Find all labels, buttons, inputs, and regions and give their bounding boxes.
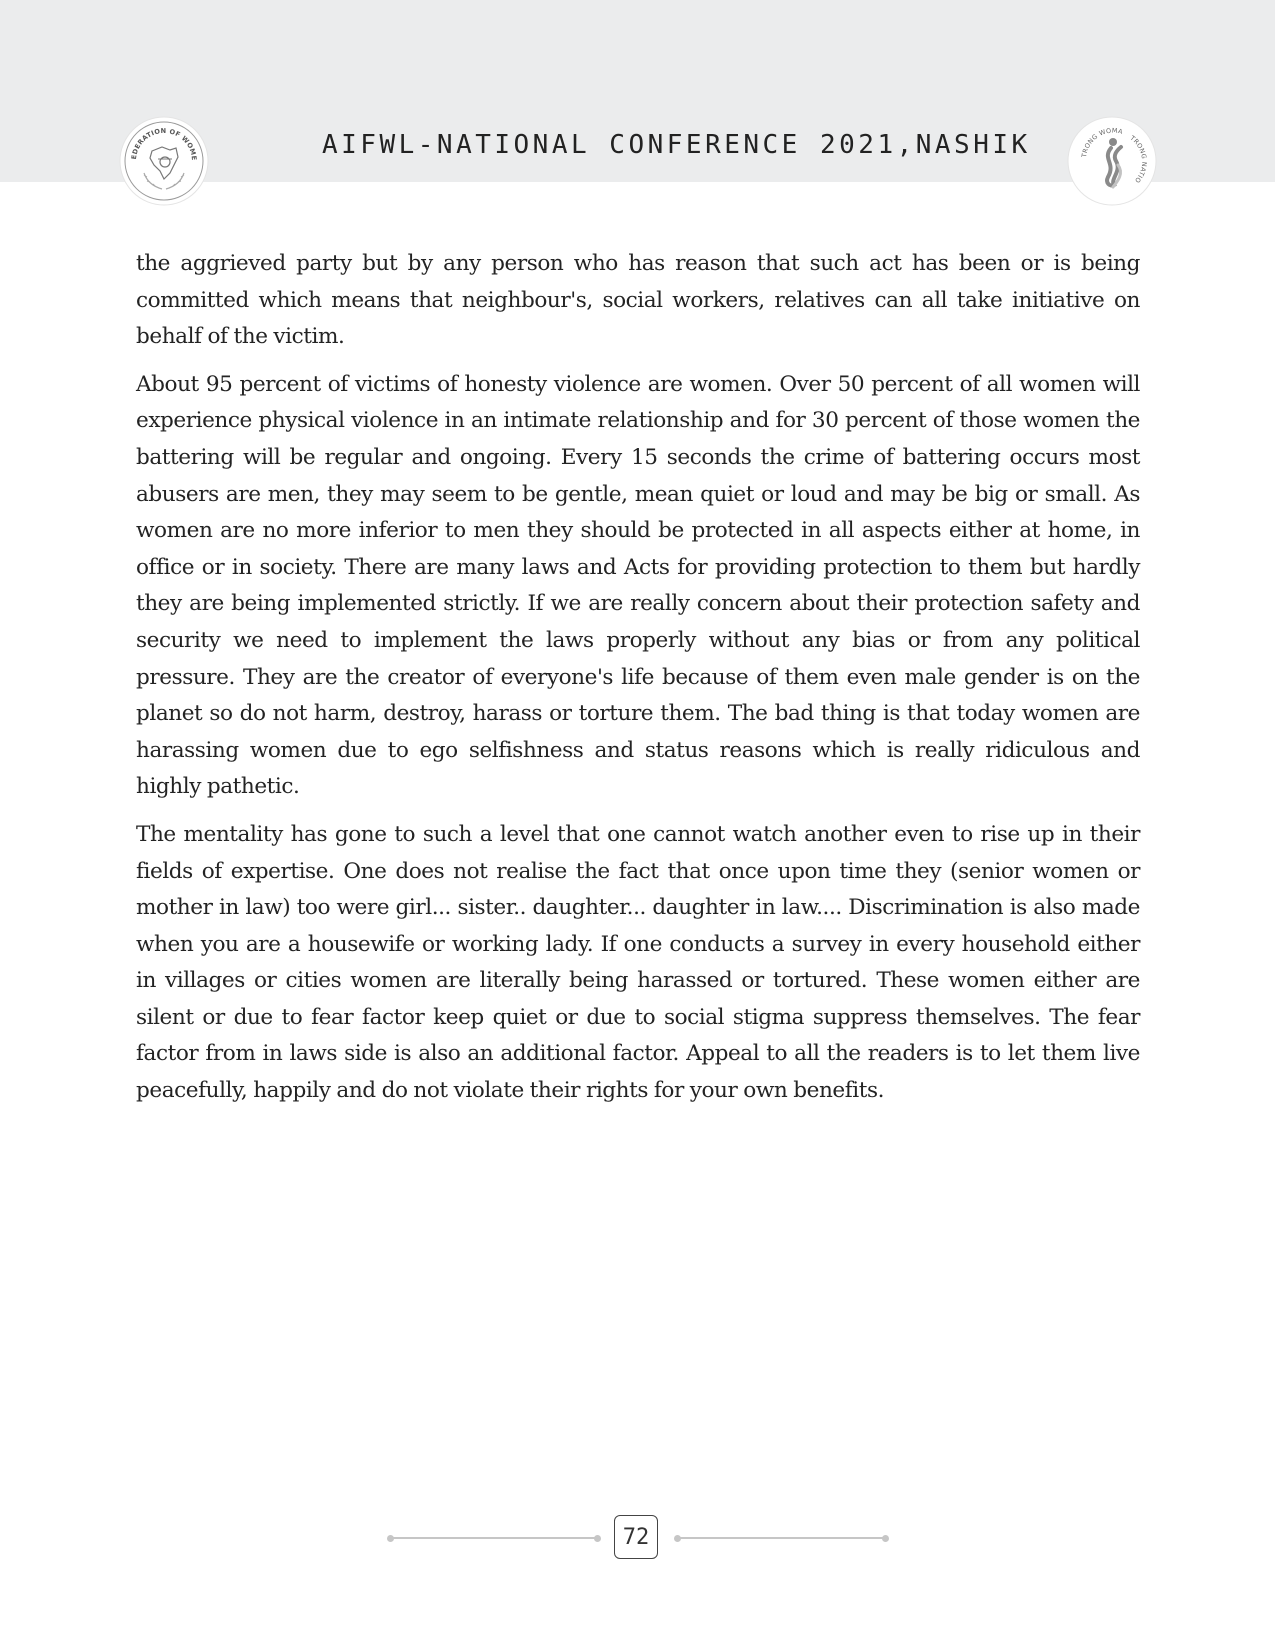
emblem-text-top: TRONG WOMA (1080, 126, 1124, 158)
paragraph: the aggrieved party but by any person who has reason that such act has been or is being committed which means that neighbour's, social workers, relatives can all take initiative on behalf of the victim. (136, 251, 1140, 350)
paragraph: The mentality has gone to such a level that one cannot watch another even to rise up in their fields of expertise. One does not realise the fact that once upon time they (senior women or mother in law) too were girl... sister.. daughter... daughter in law.... Discrimination is also made when you are a housewife or working lady. If one conducts a survey in every household either in villages or cities women are literally being harassed or tortured. These women either are silent or due to fear factor keep quiet or due to social stigma suppress themselves. The fear factor from in laws side is also an additional factor. Appeal to all the readers is to let them live peacefully, happily and do not violate their rights for your own benefits. (136, 821, 1140, 1104)
paragraph: About 95 percent of victims of honesty violence are women. Over 50 percent of all women will experience physical violence in an intimate relationship and for 30 percent of those women the battering will be regular and ongoing. Every 15 seconds the crime of battering occurs most abusers are men, they may seem to be gentle, mean quiet or loud and may be big or small. As women are no more inferior to men they should be protected in all aspects either at home, in office or in society. There are many laws and Acts for providing protection to them but hardly they are being implemented strictly. If we are really concern about their protection safety and security we need to implement the laws properly without any bias or from any political pressure. They are the creator of everyone's life because of them even male gender is on the planet so do not harm, destroy, harass or torture them. The bad thing is that today women are harassing women due to ego selfishness and status reasons which is really ridiculous and highly pathetic. (136, 371, 1140, 800)
footer-rule-endpoint (882, 1535, 889, 1542)
footer-rule-right (678, 1537, 886, 1539)
footer-rule-endpoint (594, 1535, 601, 1542)
federation-seal-icon (118, 115, 210, 207)
emblem-text-bottom: TRONG NATIO (1128, 133, 1149, 185)
seal-text: EDERATION OF WOME (129, 126, 199, 161)
article-body (136, 246, 1140, 1121)
page-number: 72 (614, 1515, 658, 1559)
footer-rule-left (390, 1537, 598, 1539)
strong-woman-emblem-icon (1066, 115, 1158, 207)
header-title: AIFWL-NATIONAL CONFERENCE 2021,NASHIK (322, 130, 1031, 160)
